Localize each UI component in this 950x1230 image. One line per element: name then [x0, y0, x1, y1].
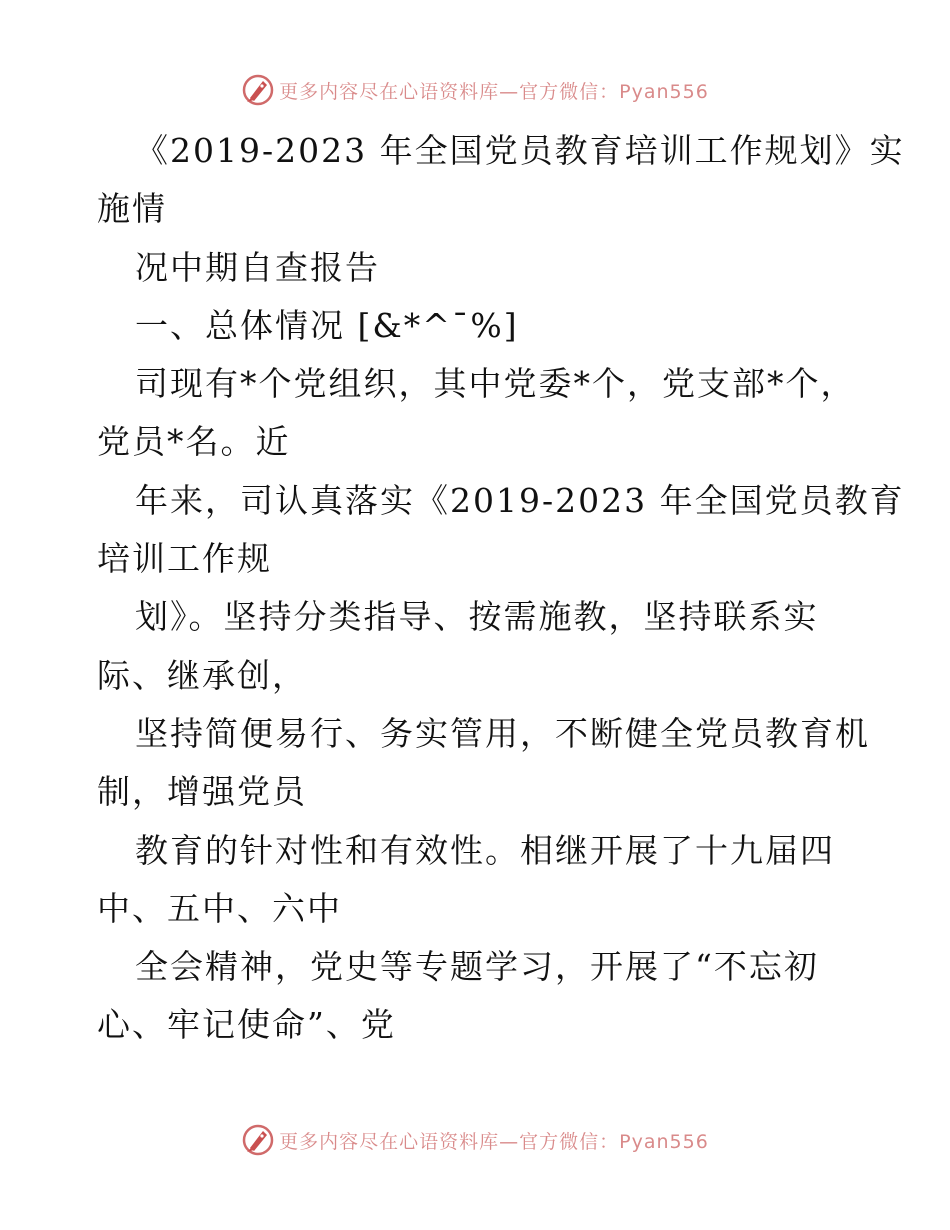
- section-heading: 一、总体情况 [&*^¯%]: [135, 305, 519, 345]
- text-line: 施情: [97, 189, 167, 229]
- text-line: 司现有*个党组织，其中党委*个，党支部*个，: [135, 364, 856, 404]
- text-line: 党员*名。近: [97, 422, 291, 462]
- text-line: 全会精神，党史等专题学习，开展了“不忘初: [135, 947, 819, 987]
- text-line: 中、五中、六中: [97, 888, 342, 928]
- footer-watermark-text: 更多内容尽在心语资料库—官方微信：Pyan556: [279, 1130, 709, 1153]
- text-line: 《2019-2023 年全国党员教育培训工作规划》实: [135, 131, 905, 170]
- text-line: 心、牢记使命”、党: [97, 1005, 396, 1045]
- header-watermark-text: 更多内容尽在心语资料库—官方微信：Pyan556: [279, 80, 709, 103]
- text-line: 制，增强党员: [97, 772, 307, 812]
- text-line: 际、继承创，: [97, 655, 307, 695]
- text-line: 划》。坚持分类指导、按需施教，坚持联系实: [135, 597, 819, 637]
- footer-watermark: [0, 1120, 950, 1160]
- text-line: 坚持简便易行、务实管用，不断健全党员教育机: [135, 713, 870, 753]
- text-line: 况中期自查报告: [135, 247, 380, 287]
- document-body: [97, 122, 905, 1055]
- header-watermark: [0, 70, 950, 110]
- text-line: 年来，司认真落实《2019-2023 年全国党员教育: [135, 480, 905, 520]
- pen-nib-logo-icon: [241, 1123, 275, 1157]
- text-line: 培训工作规: [97, 539, 272, 579]
- pen-nib-logo-icon: [241, 73, 275, 107]
- text-line: 教育的针对性和有效性。相继开展了十九届四: [135, 830, 835, 870]
